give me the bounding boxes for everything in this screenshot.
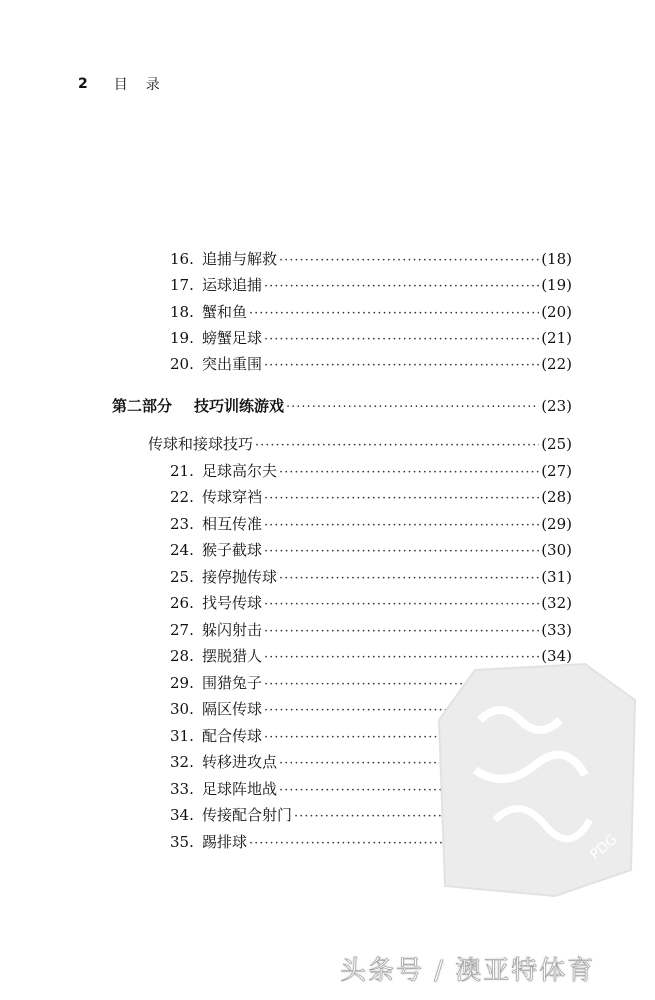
toc-entry-24: 24. 猴子截球 ····· (30) — [170, 540, 572, 562]
toc-entry-22: 22. 传球穿裆 ····· (28) — [170, 487, 572, 509]
toc-section-heading: 传球和接球技巧 ····· (25) — [148, 434, 572, 456]
leader-dots — [264, 489, 539, 509]
toc-entry-34: 34. 传接配合射门 ····· — [170, 805, 572, 827]
toc-entry-21: 21. 足球高尔夫 ····· (27) — [170, 461, 572, 483]
toc-entry-20: 20. 突出重围 ····· (22) — [170, 354, 572, 376]
leader-dots — [286, 398, 539, 418]
toc-entry-17: 17. 运球追捕 ····· (19) — [170, 275, 572, 297]
leader-dots — [264, 622, 539, 642]
leader-dots — [264, 516, 539, 536]
toc-entry-18: 18. 蟹和鱼 ····· (20) — [170, 302, 572, 324]
stamp-text: PDG — [587, 831, 621, 864]
leader-dots — [264, 330, 539, 350]
library-stamp-icon — [435, 660, 640, 900]
part-label: 第二部分 — [112, 397, 173, 415]
leader-dots — [255, 436, 539, 456]
leader-dots — [279, 569, 539, 589]
leader-dots — [279, 251, 539, 271]
section-title: 传球和接球技巧 — [148, 435, 254, 453]
toc-entry-35: 35. 踢排球 ····· — [170, 832, 572, 854]
toc-entry-33: 33. 足球阵地战 ····· — [170, 779, 572, 801]
toc-part-heading: 第二部分 技巧训练游戏 ····· (23) — [112, 396, 572, 418]
page-number: 2 — [78, 76, 88, 92]
toc-entry-25: 25. 接停抛传球 ····· (31) — [170, 567, 572, 589]
leader-dots — [249, 304, 539, 324]
toc-entry-28: 28. 摆脱猎人 ····· (34) — [170, 646, 572, 668]
toc-entry-26: 26. 找号传球 ····· (32) — [170, 593, 572, 615]
toc-entry-29: 29. 围猎兔子 ····· — [170, 673, 572, 695]
watermark-text: 头条号 / 澳亚特体育 — [340, 956, 596, 986]
toc-entry-32: 32. 转移进攻点 ····· — [170, 752, 572, 774]
toc-entry-30: 30. 隔区传球 ····· — [170, 699, 572, 721]
leader-dots — [264, 277, 539, 297]
toc-entry-31: 31. 配合传球 ····· — [170, 726, 572, 748]
leader-dots — [264, 595, 539, 615]
leader-dots — [264, 356, 539, 376]
page-header — [78, 74, 178, 94]
page-title: 目录 — [113, 77, 178, 93]
toc-entry-27: 27. 躲闪射击 ····· (33) — [170, 620, 572, 642]
leader-dots — [264, 542, 539, 562]
toc-entry-23: 23. 相互传准 ····· (29) — [170, 514, 572, 536]
leader-dots — [279, 463, 539, 483]
part-title: 技巧训练游戏 — [194, 397, 285, 415]
toc-entry-19: 19. 螃蟹足球 ····· (21) — [170, 328, 572, 350]
toc-entry-16: 16. 追捕与解救 ····· (18) — [170, 249, 572, 271]
